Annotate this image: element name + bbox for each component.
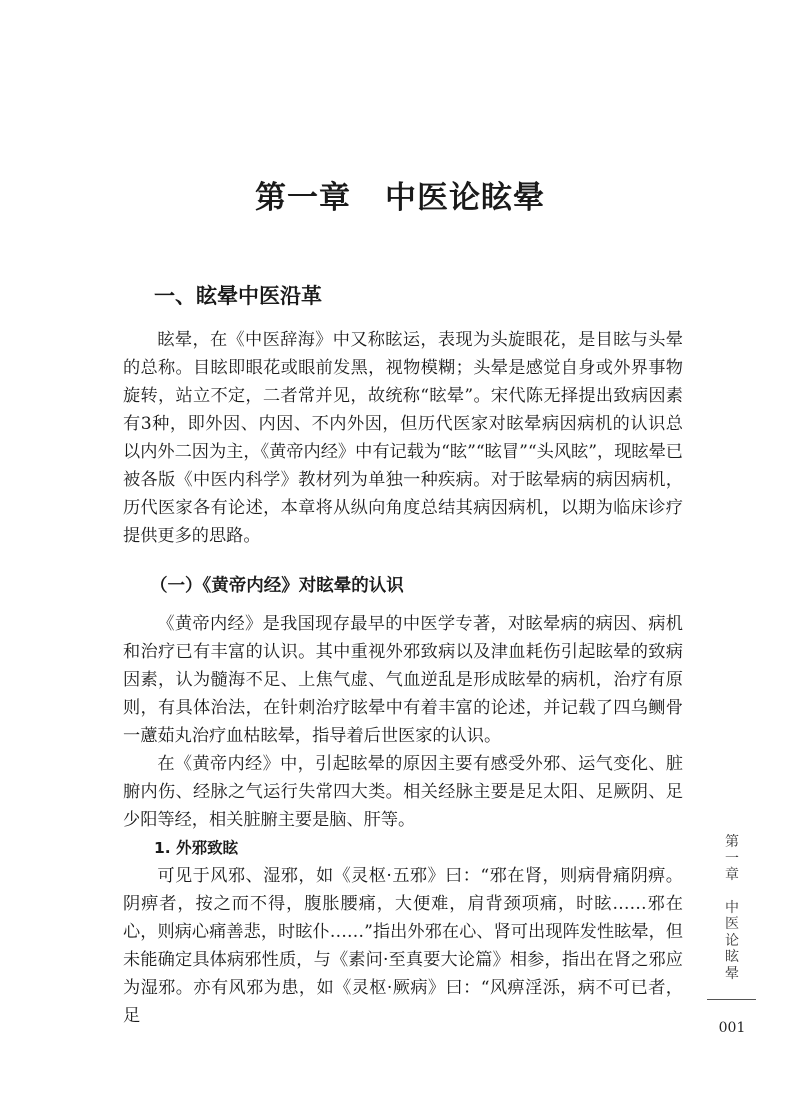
paragraph: 可见于风邪、湿邪，如《灵枢·五邪》曰：“邪在肾，则病骨痛阴痹。阴痹者，按之而不得，腹胀腰痛，大便难，肩背颈项痛，时眩……邪在心，则病心痛善悲，时眩仆……”指出外邪在心、肾可出现阵发性眩晕，但未能确定具体病邪性质，与《素问·至真要大论篇》相参，指出在肾之邪应为湿邪。亦有风邪为患，如《灵枢·厥病》曰：“风痹淫泺，病不可已者，足 (123, 866, 683, 1026)
paragraph: 在《黄帝内经》中，引起眩晕的原因主要有感受外邪、运气变化、脏腑内伤、经脉之气运行失常四大类。相关经脉主要是足太阳、足厥阴、足少阳等经，相关脏腑主要是脑、肝等。 (123, 754, 683, 830)
section-title: 一、眩晕中医沿革 (154, 283, 322, 308)
side-char: 论 (725, 932, 739, 949)
page-number: 001 (718, 1020, 746, 1036)
item-heading: 1. 外邪致眩 (154, 839, 239, 857)
chapter-number: 第一章 (255, 180, 351, 216)
side-divider (707, 999, 756, 1000)
side-char: 眩 (725, 949, 739, 965)
chapter-title (0, 172, 800, 217)
side-char: 医 (725, 916, 739, 932)
paragraph: 眩晕，在《中医辞海》中又称眩运，表现为头旋眼花，是目眩与头晕的总称。目眩即眼花或眼前发黑，视物模糊；头晕是感觉自身或外界事物旋转，站立不定，二者常并见，故统称“眩晕”。宋代陈无择提出致病因素有3种，即外因、内因、不内外因，但历代医家对眩晕病因病机的认识总以内外二因为主，《黄帝内经》中有记载为“眩”“眩冒”“头风眩”，现眩晕已被各版《中医内科学》教材列为单独一种疾病。对于眩晕病的病因病机，历代医家各有论述，本章将从纵向角度总结其病因病机，以期为临床诊疗提供更多的思路。 (123, 330, 683, 546)
side-char: 章 (725, 867, 739, 883)
chapter-name: 中医论眩晕 (385, 180, 545, 216)
side-char: 晕 (725, 965, 739, 982)
paragraph: 《黄帝内经》是我国现存最早的中医学专著，对眩晕病的病因、病机和治疗已有丰富的认识。其中重视外邪致病以及津血耗伤引起眩晕的致病因素，认为髓海不足、上焦气虚、气血逆乱是形成眩晕的病机，治疗有原则，有具体治法，在针刺治疗眩晕中有着丰富的论述，并记载了四乌鲗骨一藘茹丸治疗血枯眩晕，指导着后世医家的认识。 (123, 614, 683, 746)
side-char: 第 (725, 834, 739, 850)
intro-text (123, 326, 683, 550)
side-char: 一 (725, 850, 739, 867)
side-char: 中 (725, 899, 739, 916)
neijing-text (123, 610, 683, 1030)
side-chapter-tab (720, 834, 744, 982)
subsection-title: （一）《黄帝内经》对眩晕的认识 (150, 576, 404, 596)
